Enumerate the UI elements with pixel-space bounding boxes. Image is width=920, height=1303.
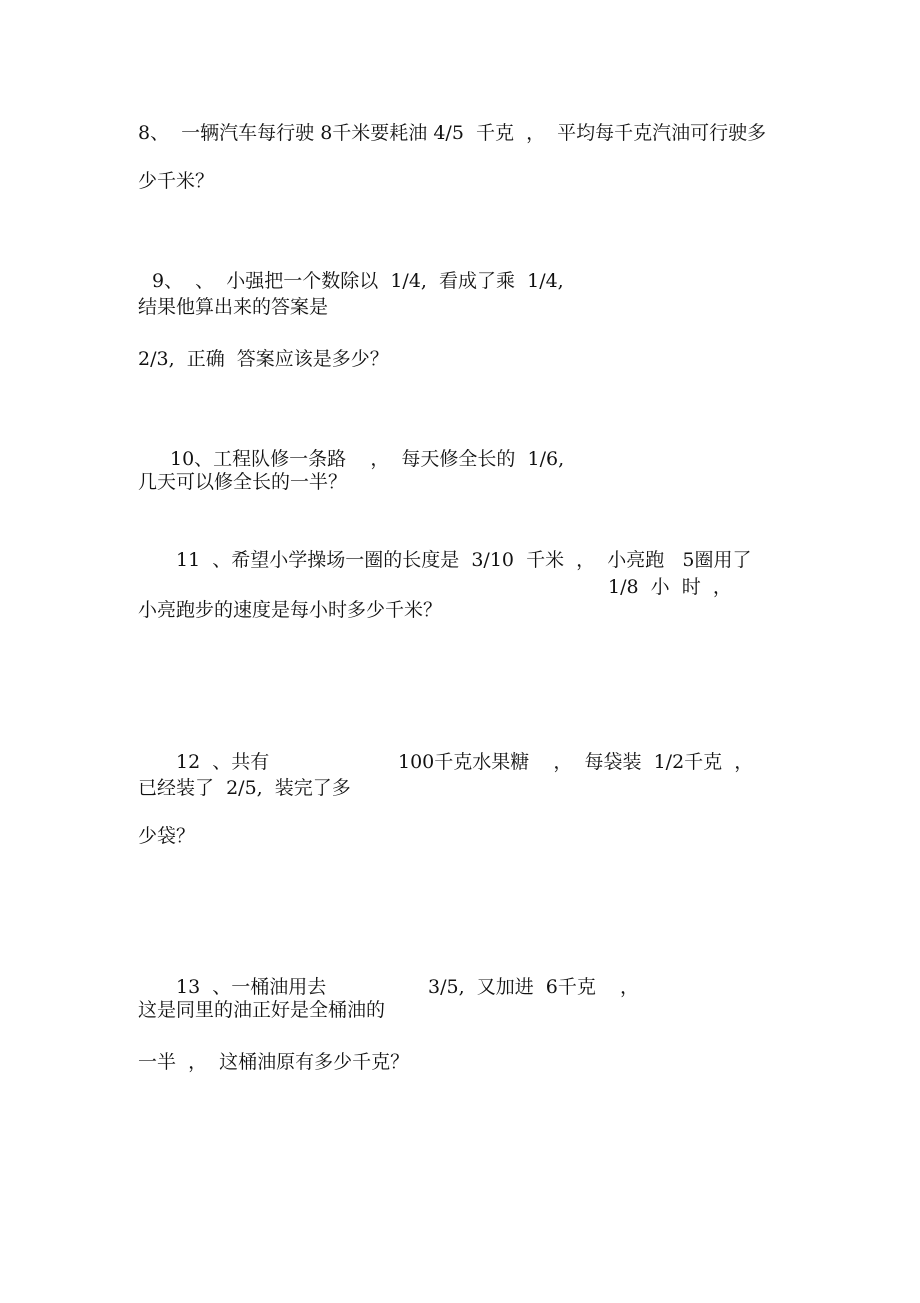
problem-11-line-3: 小亮跑步的速度是每小时多少千米？: [138, 599, 443, 621]
problem-10-line-1: 10、工程队修一条路 ， 每天修全长的 1/6,: [170, 448, 565, 470]
problem-9-line-2: 结果他算出来的答案是: [138, 296, 329, 318]
problem-13-line-3: 这是同里的油正好是全桶油的: [138, 999, 386, 1021]
problem-11-line-1: 11 、希望小学操场一圈的长度是 3/10 千米 ， 小亮跑 5圈用了: [176, 549, 752, 571]
problem-8-line-1: 8、 一辆汽车每行驶 8千米要耗油 4/5 千克 ， 平均每千克汽油可行驶多: [138, 122, 767, 144]
problem-12-line-3: 已经装了 2/5, 装完了多: [138, 777, 351, 799]
problem-10-line-2: 几天可以修全长的一半？: [138, 471, 348, 493]
problem-12-line-1: 12 、共有: [176, 751, 270, 773]
problem-12-line-2: 100千克水果糖 ， 每袋装 1/2千克 ，: [398, 751, 754, 773]
problem-8-line-2: 少千米？: [138, 170, 215, 192]
problem-13-line-2: 3/5, 又加进 6千克 ，: [428, 976, 640, 998]
problem-13-line-1: 13 、一桶油用去: [176, 976, 327, 998]
problem-11-line-2: 1/8 小 时 ，: [608, 576, 732, 598]
problem-9-line-3: 2/3, 正确 答案应该是多少？: [138, 348, 389, 370]
problem-9-line-1: 9、 、 小强把一个数除以 1/4, 看成了乘 1/4,: [152, 270, 564, 292]
problem-13-line-4: 一半 ， 这桶油原有多少千克？: [138, 1051, 410, 1073]
problem-12-line-4: 少袋？: [138, 825, 196, 847]
